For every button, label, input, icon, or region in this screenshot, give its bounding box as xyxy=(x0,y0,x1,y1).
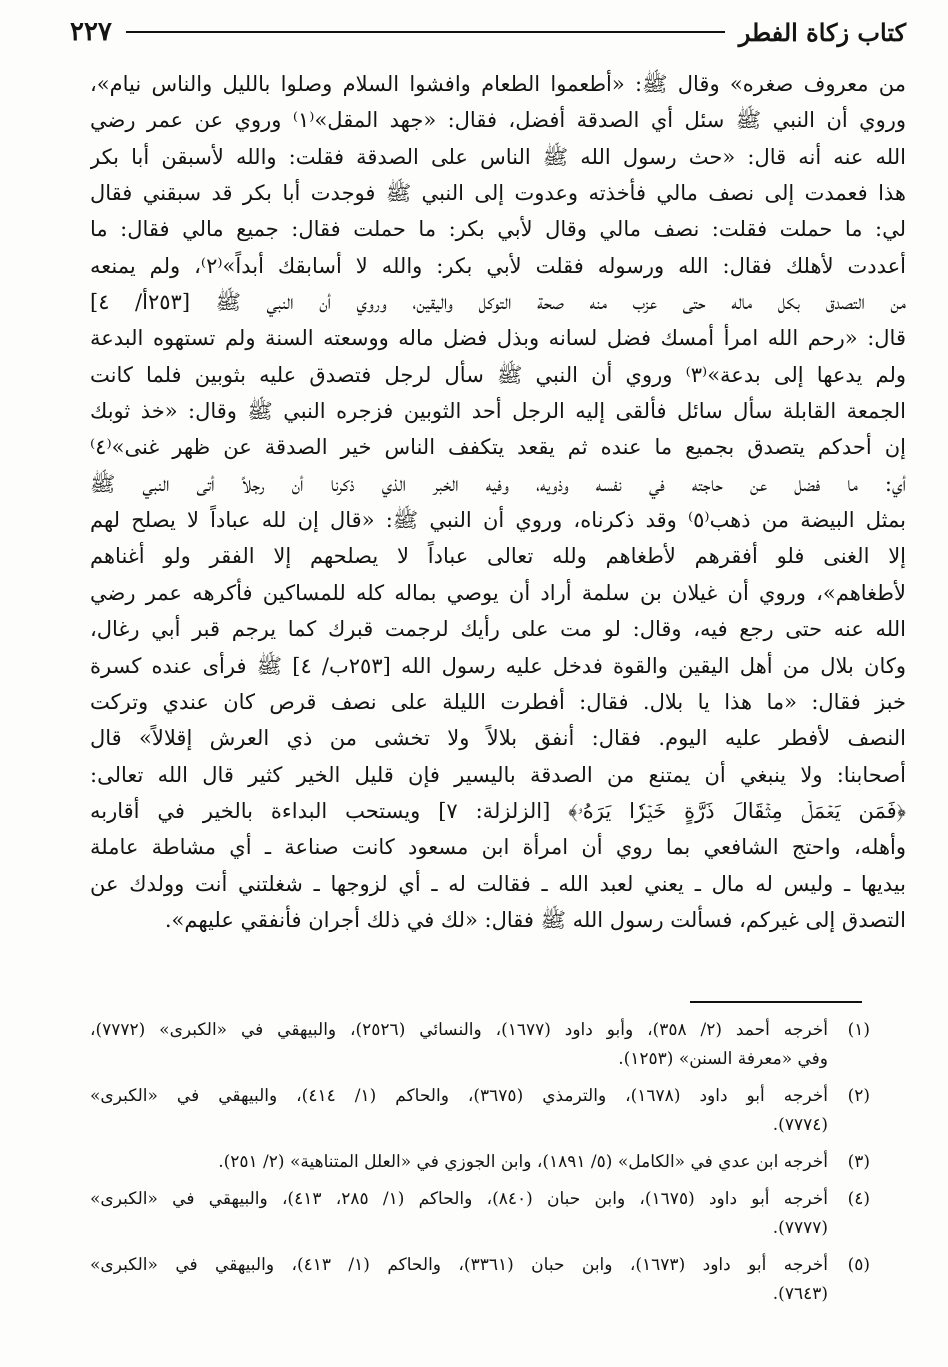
text-line: التصدق إلى غيركم، فسألت رسول الله ﷺ فقال: «لك في ذلك أجران فأنفقي عليهم». xyxy=(164,907,906,932)
page-header xyxy=(70,10,906,54)
footnote xyxy=(90,1185,870,1243)
footnote-line: أخرجه أحمد (٢/ ٣٥٨)، وأبو داود (١٦٧٧)، والنسائي (٢٥٢٦)، والبيهقي في «الكبرى» (٧٧٧٢)، xyxy=(90,1020,828,1040)
text-line: بيديها ـ وليس له مال ـ يعني لعبد الله ـ فقالت له ـ أي لزوجها ـ شغلتني أنت وولدك عن xyxy=(90,871,906,896)
footnote-number: (٢) xyxy=(847,1086,870,1106)
footnote-separator xyxy=(690,1001,862,1003)
footnote-number: (١) xyxy=(847,1020,870,1040)
footnote-text xyxy=(90,1251,828,1309)
quran-verse-line: ﴿فَمَن يَعۡمَلۡ مِثۡقَالَ ذَرَّةٍ خَيۡرٗا يَرَهُۥ﴾ [الزلزلة: ٧] ويستحب البداءة بالخير في أقاربه xyxy=(90,798,906,823)
text-line: من التصدق بكل ماله حتى عزب منه صحة التوكل واليقين، وروي أن النبي ﷺ [٢٥٣أ/ ٤] xyxy=(90,290,906,315)
footnote-line: (٧٦٤٣). xyxy=(772,1284,828,1304)
text-line: الله عنه حتى رجع فيه، وقال: لو مت على رأيك لرجمت قبرك كما يرجم قبر أبي رغال، xyxy=(90,617,906,642)
footnote-line: (٧٧٧٧). xyxy=(772,1218,828,1238)
footnote xyxy=(90,1016,870,1074)
footnote-line: أخرجه أبو داود (١٦٧٨)، والترمذي (٣٦٧٥)، والحاكم (١/ ٤١٤)، والبيهقي في «الكبرى» xyxy=(90,1086,828,1106)
footnote-line: أخرجه أبو داود (١٦٧٣)، وابن حبان (٣٣٦١)، والحاكم (١/ ٤١٣)، والبيهقي في «الكبرى» xyxy=(90,1255,828,1275)
text-line: وأهله، واحتج الشافعي بما روي أن امرأة ابن مسعود كانت صناعة ـ أي مشاطة عاملة xyxy=(90,835,906,860)
text-line: أصحابنا: ولا ينبغي أن يمتنع من الصدقة باليسير فإن قليل الخير كثير قال الله تعالى: xyxy=(90,762,906,787)
footnote-number: (٣) xyxy=(847,1152,870,1172)
footnote-line: (٧٧٧٤). xyxy=(772,1115,828,1135)
text-line: الجمعة القابلة سأل سائل فألقى إليه الرجل أحد الثوبين فزجره النبي ﷺ وقال: «خذ ثوبك xyxy=(90,399,906,424)
text-line: الله عنه أنه قال: «حث رسول الله ﷺ الناس على الصدقة فقلت: والله لأسبقن أبا بكر xyxy=(90,144,906,169)
footnote-text xyxy=(90,1016,828,1074)
book-title: كتاب زكاة الفطر xyxy=(738,17,906,47)
footnote-number: (٤) xyxy=(847,1189,870,1209)
text-line: وروي أن النبي ﷺ سئل أي الصدقة أفضل، فقال: «جهد المقل»⁽١⁾ وروي عن عمر رضي xyxy=(90,108,906,133)
header-rule xyxy=(126,31,725,33)
text-line: إلا الغنى فلو أفقرهم لأطغاهم ولله تعالى عباداً لا يصلحهم إلا الفقر ولو أغناهم xyxy=(90,544,906,569)
text-line: النصف لأفطر عليه اليوم. فقال: أنفق بلالاً ولا تخشى من ذي العرش إقلالاً» قال xyxy=(90,726,906,751)
text-line: قال: «رحم الله امرأ أمسك فضل لسانه وبذل فضل ماله ووسعته السنة ولم تستهوه البدعة xyxy=(90,326,906,351)
footnote-text xyxy=(90,1185,828,1243)
footnotes xyxy=(90,1016,870,1317)
text-line: لي: ما حملت فقلت: نصف مالي وقال لأبي بكر: ما حملت فقال: جميع مالي فقال: ما xyxy=(90,217,906,242)
text-line: بمثل البيضة من ذهب⁽٥⁾ وقد ذكرناه، وروي أن النبي ﷺ: «قال إن لله عباداً لا يصلح لهم xyxy=(90,508,906,533)
text-line: خبز فقال: «ما هذا يا بلال. فقال: أفطرت الليلة على نصف قرص كان عندي وتركت xyxy=(90,689,906,714)
text-line: إن أحدكم يتصدق بجميع ما عنده ثم يقعد يتكفف الناس خير الصدقة عن ظهر غنى»⁽٤⁾ xyxy=(90,435,906,460)
text-line: من معروف صغره» وقال ﷺ: «أطعموا الطعام وافشوا السلام وصلوا بالليل والناس نيام»، xyxy=(90,72,906,96)
main-text xyxy=(90,66,906,938)
text-line: وكان بلال من أهل اليقين والقوة فدخل عليه رسول الله [٢٥٣ب/ ٤] ﷺ فرأى عنده كسرة xyxy=(90,653,906,678)
footnote-line: أخرجه ابن عدي في «الكامل» (٥/ ١٨٩١)، وابن الجوزي في «العلل المتناهية» (٢/ ٢٥١). xyxy=(218,1152,828,1172)
footnote-text xyxy=(90,1148,828,1177)
text-line: أي: ما فضل عن حاجته في نفسه وذويه، وفيه الخبر الذي ذكرنا أن رجلاً أتى النبي ﷺ xyxy=(90,471,906,496)
footnote xyxy=(90,1082,870,1140)
footnote-line: أخرجه أبو داود (١٦٧٥)، وابن حبان (٨٤٠)، والحاكم (١/ ٢٨٥، ٤١٣)، والبيهقي في «الكبرى» xyxy=(90,1189,828,1209)
text-line: ولم يدعها إلى بدعة»⁽٣⁾ وروي أن النبي ﷺ سأل لرجل فتصدق عليه بثوبين فلما كانت xyxy=(90,362,906,387)
text-line: أعددت لأهلك فقال: الله ورسوله فقلت لأبي بكر: والله لا أسابقك أبداً»⁽٢⁾، ولم يمنعه xyxy=(90,253,906,278)
text-line: هذا فعمدت إلى نصف مالي فأخذته وعدوت إلى النبي ﷺ فوجدت أبا بكر قد سبقني فقال xyxy=(90,181,906,206)
footnote-text xyxy=(90,1082,828,1140)
footnote-number: (٥) xyxy=(847,1255,870,1275)
text-line: لأطغاهم»، وروي أن غيلان بن سلمة أراد أن يوصي بماله كله للمساكين فأكرهه عمر رضي xyxy=(90,580,906,605)
footnote xyxy=(90,1251,870,1309)
footnote-line: وفي «معرفة السنن» (١٢٥٣). xyxy=(618,1049,828,1069)
footnote xyxy=(90,1148,870,1177)
page-number: ٢٢٧ xyxy=(70,17,112,47)
